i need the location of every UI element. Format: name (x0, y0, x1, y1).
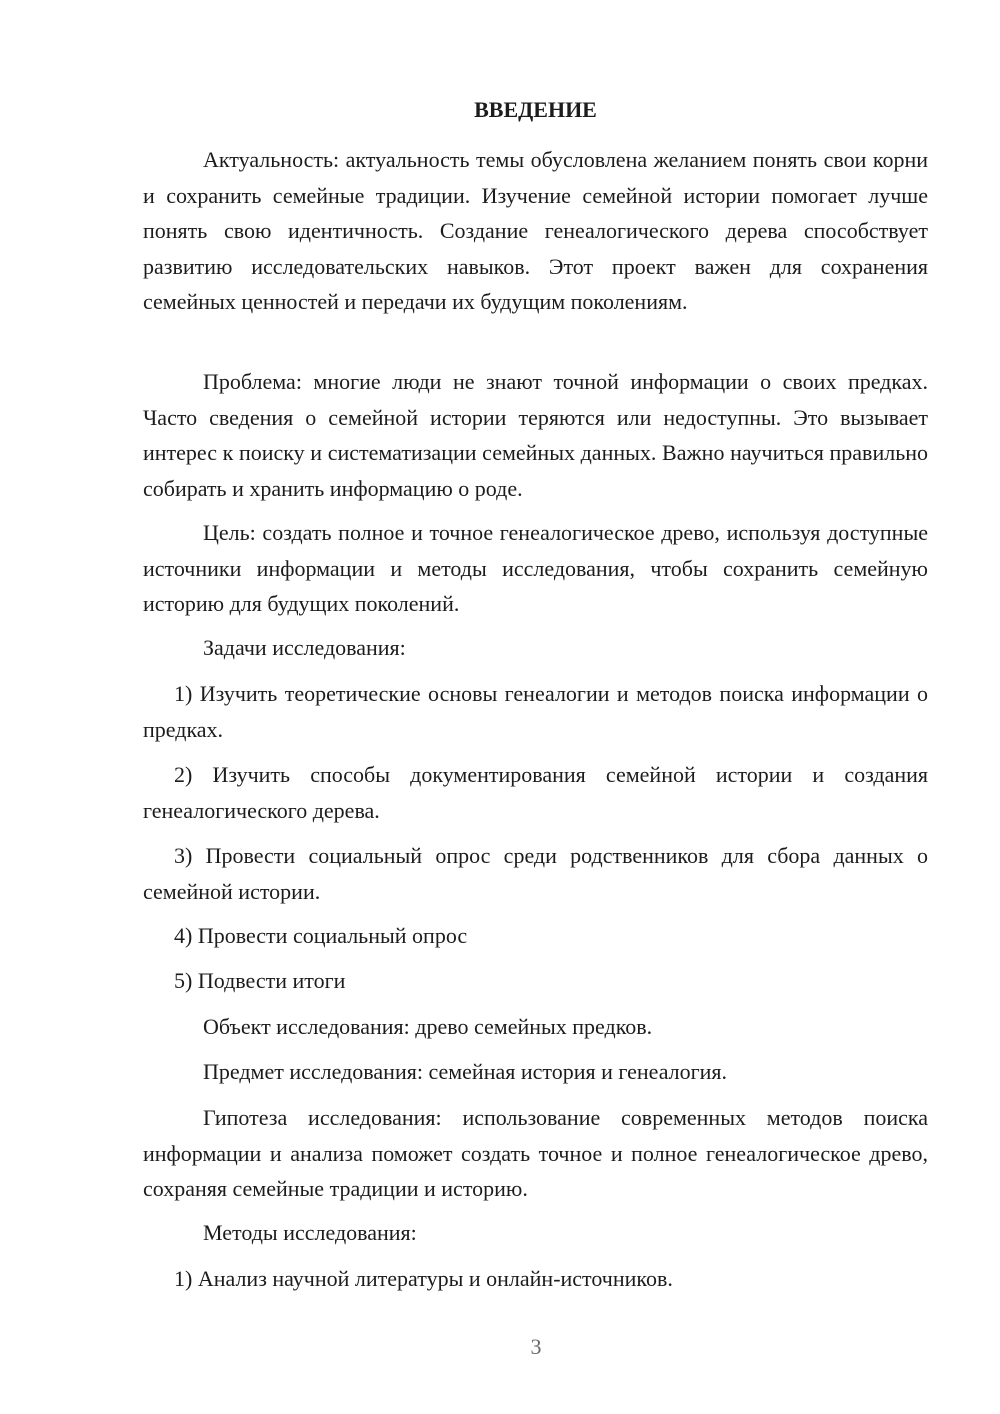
paragraph-problem: Проблема: многие люди не знают точной информации о своих предках. Часто сведения о семейной истории теряются или недоступны. Это вызывает интерес к поиску и систематизации семейных данных. Важно научиться правильно собирать и хранить информацию о роде. (143, 369, 928, 501)
page-number: 3 (530, 1334, 542, 1359)
paragraph-object: Объект исследования: древо семейных предков. (203, 1014, 653, 1039)
list-item-task-3: 3) Провести социальный опрос среди родственников для сбора данных о семейной истории. (143, 843, 928, 904)
list-item-task-2: 2) Изучить способы документирования семейной истории и создания генеалогического дерева. (143, 762, 928, 823)
paragraph-goal: Цель: создать полное и точное генеалогическое древо, используя доступные источники информации и методы исследования, чтобы сохранить семейную историю для будущих поколений. (143, 520, 928, 616)
paragraph-relevance: Актуальность: актуальность темы обусловлена желанием понять свои корни и сохранить семейные традиции. Изучение семейной истории помогает лучше понять свою идентичность. Создание генеалогического дерева способствует развитию исследовательских навыков. Этот проект важен для сохранения семейных ценностей и передачи их будущим поколениям. (143, 147, 928, 314)
paragraph-hypothesis: Гипотеза исследования: использование современных методов поиска информации и анализа поможет создать точное и полное генеалогическое древо, сохраняя семейные традиции и историю. (143, 1105, 928, 1201)
list-item-task-1: 1) Изучить теоретические основы генеалогии и методов поиска информации о предках. (143, 681, 928, 742)
list-item-task-4: 4) Провести социальный опрос (174, 923, 468, 948)
paragraph-subject: Предмет исследования: семейная история и генеалогия. (203, 1059, 728, 1084)
section-title: ВВЕДЕНИЕ (474, 97, 597, 122)
paragraph-tasks-heading: Задачи исследования: (203, 635, 406, 660)
list-item-method-1: 1) Анализ научной литературы и онлайн-источников. (174, 1266, 673, 1291)
list-item-task-5: 5) Подвести итоги (174, 968, 346, 993)
paragraph-methods-heading: Методы исследования: (203, 1220, 417, 1245)
